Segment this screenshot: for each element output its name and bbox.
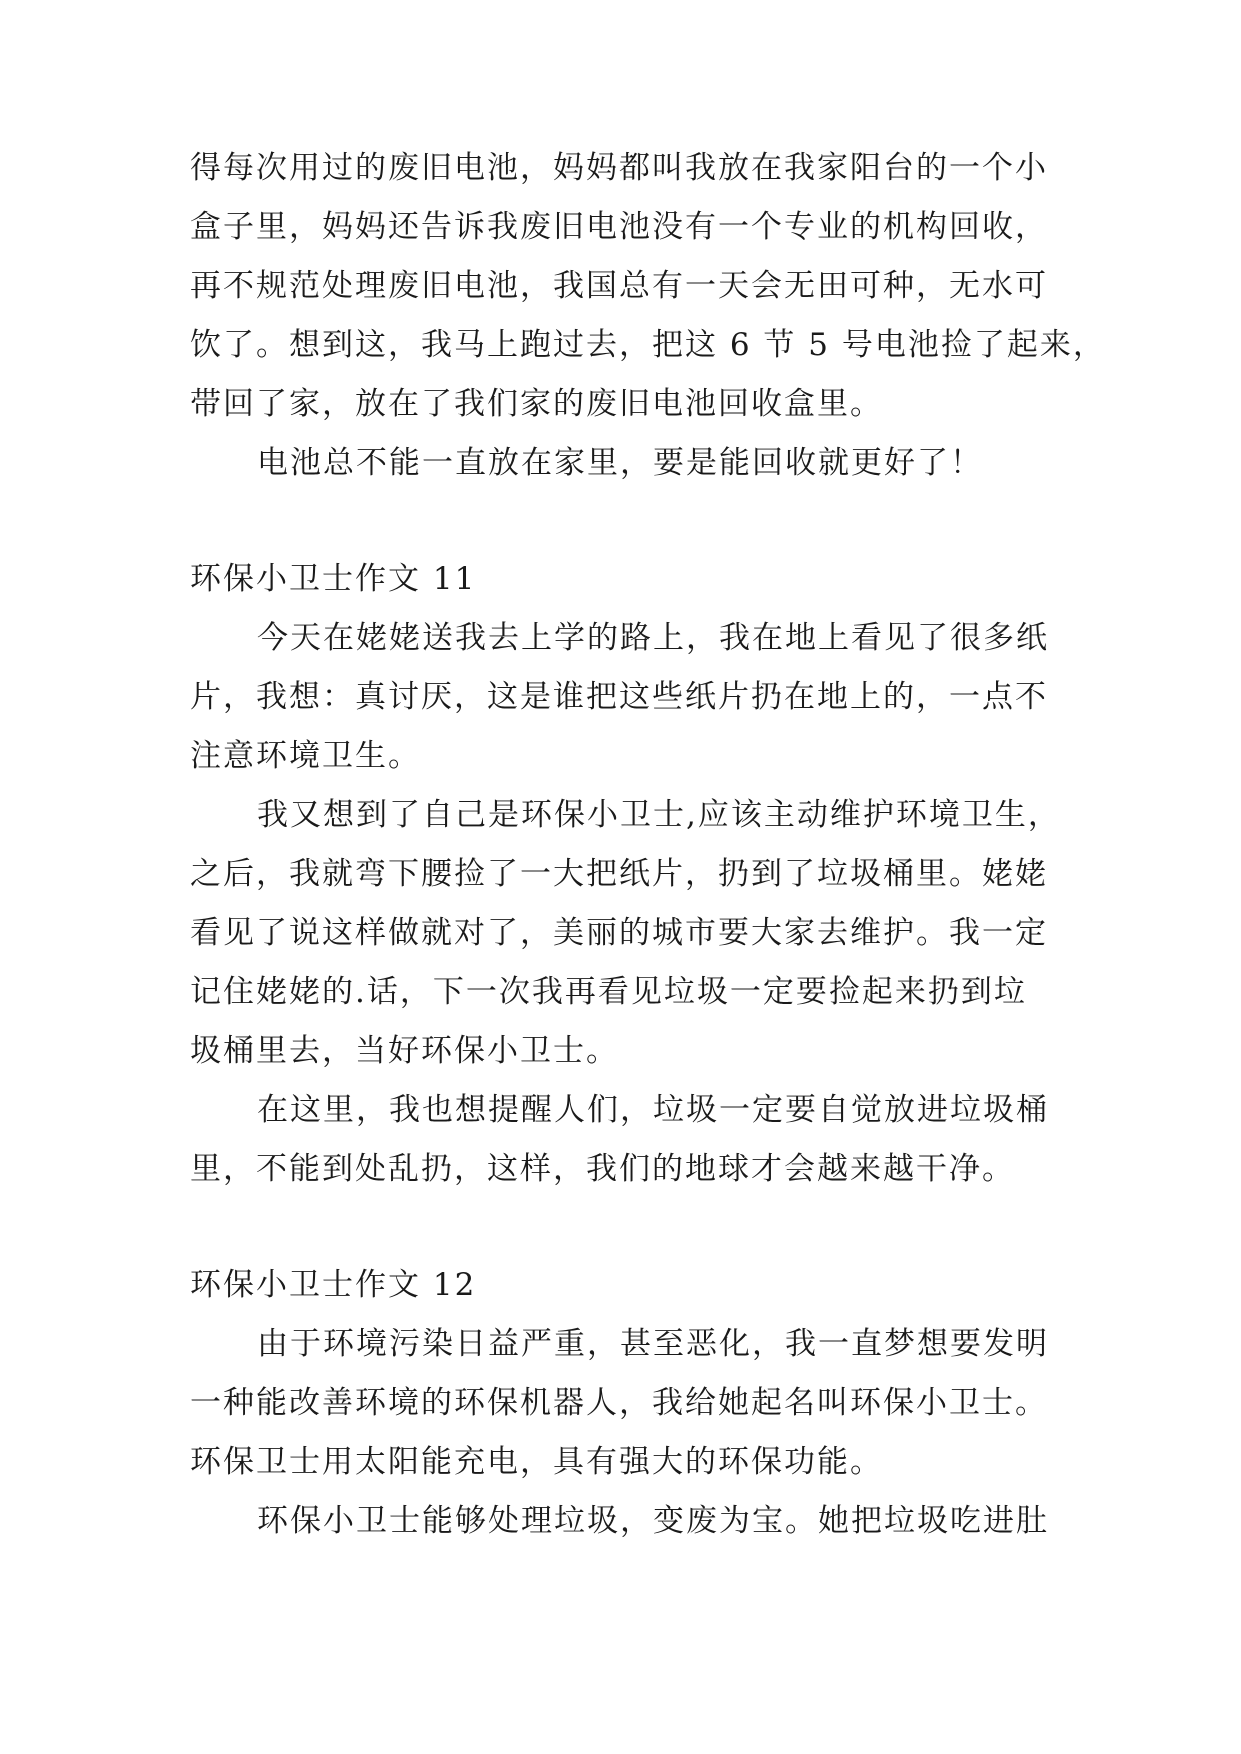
body-line: 环保卫士用太阳能充电，具有强大的环保功能。 [190,1444,883,1480]
body-line: 电池总不能一直放在家里，要是能回收就更好了！ [257,445,983,481]
body-line: 我又想到了自己是环保小卫士,应该主动维护环境卫生， [257,797,1061,833]
body-line: 里，不能到处乱扔，这样，我们的地球才会越来越干净。 [190,1151,1015,1187]
body-line: 在这里，我也想提醒人们，垃圾一定要自觉放进垃圾桶 [257,1092,1049,1128]
body-line: 片，我想：真讨厌，这是谁把这些纸片扔在地上的，一点不 [190,679,1048,715]
section-heading: 环保小卫士作文 11 [190,561,477,597]
body-line: 今天在姥姥送我去上学的路上，我在地上看见了很多纸 [257,620,1049,656]
body-line: 记住姥姥的.话，下一次我再看见垃圾一定要捡起来扔到垃 [190,974,1027,1010]
body-line: 由于环境污染日益严重，甚至恶化，我一直梦想要发明 [257,1326,1049,1362]
section-heading: 环保小卫士作文 12 [190,1267,477,1303]
body-line: 圾桶里去，当好环保小卫士。 [190,1033,619,1069]
body-line: 之后，我就弯下腰捡了一大把纸片，扔到了垃圾桶里。姥姥 [190,856,1048,892]
body-line: 注意环境卫生。 [190,738,421,774]
body-line: 再不规范处理废旧电池，我国总有一天会无田可种，无水可 [190,268,1048,304]
body-line: 看见了说这样做就对了，美丽的城市要大家去维护。我一定 [190,915,1048,951]
body-line: 饮了。想到这，我马上跑过去，把这 6 节 5 号电池捡了起来， [190,327,1106,363]
body-line: 一种能改善环境的环保机器人，我给她起名叫环保小卫士。 [190,1385,1048,1421]
body-line: 盒子里，妈妈还告诉我废旧电池没有一个专业的机构回收， [190,209,1048,245]
body-line: 环保小卫士能够处理垃圾，变废为宝。她把垃圾吃进肚 [257,1503,1049,1539]
body-line: 带回了家，放在了我们家的废旧电池回收盒里。 [190,386,883,422]
body-line: 得每次用过的废旧电池，妈妈都叫我放在我家阳台的一个小 [190,150,1048,186]
